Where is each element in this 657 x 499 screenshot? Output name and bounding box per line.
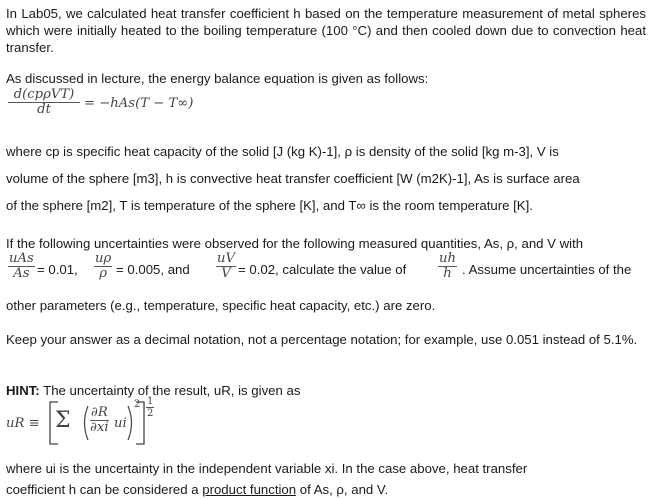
product-function-link[interactable]: product function xyxy=(202,482,297,497)
formula-lhs: uR ≡ xyxy=(6,416,40,431)
intro-paragraph: In Lab05, we calculated heat transfer coefficient h based on the temperature measurement of metal spheres which were initially heated to the boiling temperature (100 °C) and then cooled down due to convection heat transfer. xyxy=(6,6,646,55)
ratio-rho-numerator: uρ xyxy=(95,251,112,266)
definitions-line-2: volume of the sphere [m3], h is convective heat transfer coefficient [W (m2K)-1], As is surface area xyxy=(6,171,580,186)
ratio-as xyxy=(8,252,35,281)
definitions-line-1: where cp is specific heat capacity of the solid [J (kg K)-1], ρ is density of the solid [kg m-3], V is xyxy=(6,144,559,159)
answer-format-note: Keep your answer as a decimal notation, not a percentage notation; for example, use 0.051 instead of 5.1%. xyxy=(6,332,638,347)
left-paren-icon xyxy=(80,404,90,442)
equation-denominator: dt xyxy=(37,102,51,117)
partial-numerator: ∂R xyxy=(91,405,108,420)
ratio-rho xyxy=(94,252,112,281)
exponent-half-numerator: 1 xyxy=(147,396,154,407)
equation-numerator: d(cpρVT) xyxy=(8,88,80,103)
ratio-h-denominator: h xyxy=(443,266,452,281)
ratio-v-denominator: V xyxy=(221,266,231,281)
ratio-h-numerator: uh xyxy=(439,251,456,266)
uncertainty-ratios-line xyxy=(6,252,646,288)
sigma-symbol: Σ xyxy=(55,408,71,433)
equation-fraction xyxy=(8,88,80,117)
u-i: ui xyxy=(114,416,127,431)
closing-line-2-pre: coefficient h can be considered a xyxy=(6,482,199,497)
closing-line-1: where ui is the uncertainty in the independent variable xi. In the case above, heat transfer xyxy=(6,461,528,476)
exponent-half-denominator: 2 xyxy=(147,408,154,419)
uncertainties-line-1: If the following uncertainties were observed for the following measured quantities, As, ρ, and V with xyxy=(6,236,584,251)
exponent-half xyxy=(146,396,154,419)
exponent-two: 2 xyxy=(134,399,141,410)
hint-text: The uncertainty of the result, uR, is given as xyxy=(43,383,301,398)
partial-derivative xyxy=(90,406,109,435)
hint-label: HINT: xyxy=(6,383,40,398)
ratio-rho-denominator: ρ xyxy=(99,266,107,281)
partial-denominator: ∂xi xyxy=(90,420,109,435)
ratio-rho-value: = 0.005, and xyxy=(116,262,190,277)
ratio-as-numerator: uAs xyxy=(9,251,34,266)
ratio-v-value: = 0.02, calculate the value of xyxy=(238,262,407,277)
ratio-h xyxy=(438,252,457,281)
uncertainties-line-3: other parameters (e.g., temperature, specific heat capacity, etc.) are zero. xyxy=(6,298,436,313)
definitions-line-3: of the sphere [m2], T is temperature of the sphere [K], and T∞ is the room temperature [K]. xyxy=(6,198,533,213)
hint-line xyxy=(6,382,646,399)
equation-rhs: = −hAs(T − T∞) xyxy=(84,96,194,111)
energy-balance-lead: As discussed in lecture, the energy balance equation is given as follows: xyxy=(6,71,429,86)
closing-line-2 xyxy=(6,481,646,498)
ratio-h-after: . Assume uncertainties of the xyxy=(462,262,632,277)
ratio-as-value: = 0.01, xyxy=(37,262,78,277)
ratio-v xyxy=(216,252,236,281)
closing-line-2-post: of As, ρ, and V. xyxy=(299,482,389,497)
uncertainty-formula xyxy=(6,398,206,448)
ratio-v-numerator: uV xyxy=(217,251,236,266)
ratio-as-denominator: As xyxy=(13,266,30,281)
